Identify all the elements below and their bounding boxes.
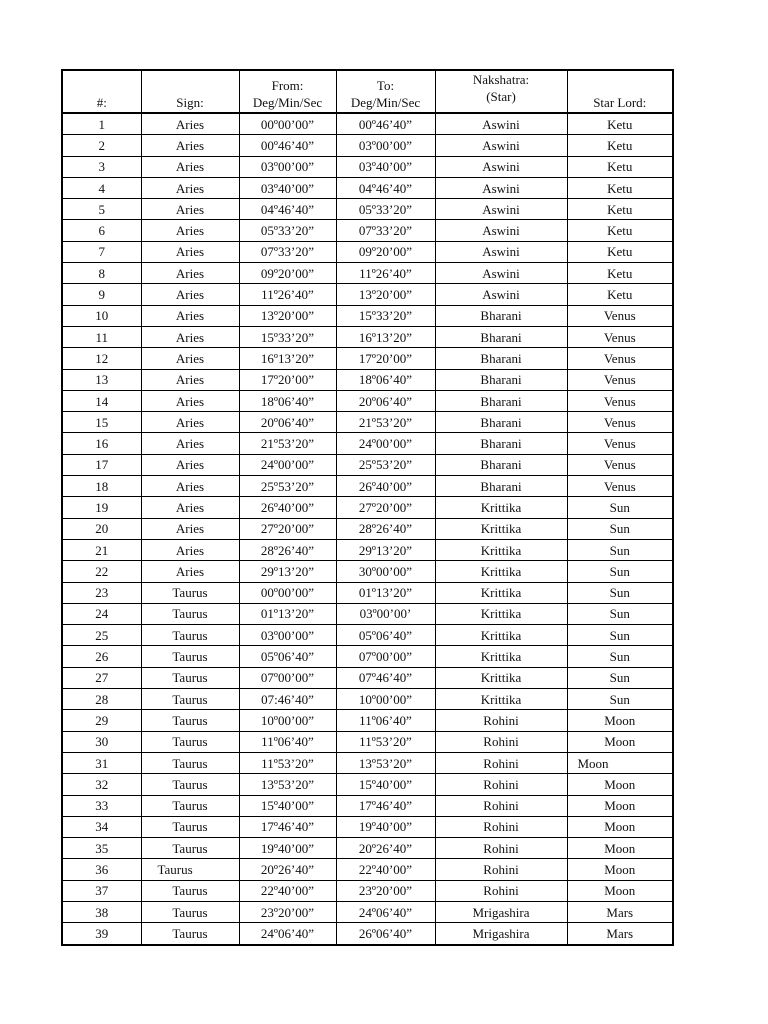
row-number-cell: 13 bbox=[62, 369, 141, 390]
header-cell: Sign: bbox=[141, 70, 239, 113]
table-row bbox=[62, 113, 673, 135]
sign-cell: Taurus bbox=[141, 816, 239, 837]
star-lord-cell: Moon bbox=[567, 752, 673, 773]
row-number-cell: 14 bbox=[62, 390, 141, 411]
table-row bbox=[62, 539, 673, 560]
from-degree-cell: 04º46’40” bbox=[239, 199, 336, 220]
row-number-cell: 35 bbox=[62, 838, 141, 859]
sign-cell: Taurus bbox=[141, 859, 239, 880]
star-lord-cell: Moon bbox=[567, 795, 673, 816]
from-degree-cell: 00º00’00” bbox=[239, 113, 336, 135]
from-degree-cell: 07:46’40” bbox=[239, 689, 336, 710]
row-number-cell: 28 bbox=[62, 689, 141, 710]
to-degree-cell: 19º40’00” bbox=[336, 816, 435, 837]
star-lord-cell: Sun bbox=[567, 539, 673, 560]
star-lord-cell: Moon bbox=[567, 838, 673, 859]
table-row bbox=[62, 689, 673, 710]
star-lord-cell: Moon bbox=[567, 859, 673, 880]
table-row bbox=[62, 348, 673, 369]
table-row bbox=[62, 199, 673, 220]
to-degree-cell: 11º06’40” bbox=[336, 710, 435, 731]
star-lord-cell: Venus bbox=[567, 412, 673, 433]
from-degree-cell: 09º20’00” bbox=[239, 263, 336, 284]
header-cell: Nakshatra: (Star) bbox=[435, 70, 567, 113]
to-degree-cell: 11º26’40” bbox=[336, 263, 435, 284]
star-lord-cell: Moon bbox=[567, 816, 673, 837]
star-lord-cell: Moon bbox=[567, 774, 673, 795]
sign-cell: Aries bbox=[141, 497, 239, 518]
nakshatra-cell: Aswini bbox=[435, 177, 567, 198]
star-lord-cell: Venus bbox=[567, 390, 673, 411]
to-degree-cell: 04º46’40” bbox=[336, 177, 435, 198]
from-degree-cell: 03º00’00” bbox=[239, 156, 336, 177]
nakshatra-cell: Aswini bbox=[435, 113, 567, 135]
row-number-cell: 9 bbox=[62, 284, 141, 305]
nakshatra-cell: Aswini bbox=[435, 220, 567, 241]
from-degree-cell: 15º40’00” bbox=[239, 795, 336, 816]
to-degree-cell: 17º20’00” bbox=[336, 348, 435, 369]
sign-cell: Taurus bbox=[141, 752, 239, 773]
nakshatra-cell: Aswini bbox=[435, 241, 567, 262]
from-degree-cell: 16º13’20” bbox=[239, 348, 336, 369]
from-degree-cell: 11º53’20” bbox=[239, 752, 336, 773]
from-degree-cell: 01º13’20” bbox=[239, 603, 336, 624]
nakshatra-cell: Rohini bbox=[435, 752, 567, 773]
from-degree-cell: 05º06’40” bbox=[239, 646, 336, 667]
row-number-cell: 5 bbox=[62, 199, 141, 220]
from-degree-cell: 07º00’00” bbox=[239, 667, 336, 688]
nakshatra-cell: Aswini bbox=[435, 199, 567, 220]
sign-cell: Taurus bbox=[141, 646, 239, 667]
star-lord-cell: Moon bbox=[567, 731, 673, 752]
nakshatra-cell: Mrigashira bbox=[435, 923, 567, 945]
to-degree-cell: 13º20’00” bbox=[336, 284, 435, 305]
nakshatra-table bbox=[61, 69, 674, 946]
table-row bbox=[62, 135, 673, 156]
sign-cell: Taurus bbox=[141, 901, 239, 922]
table-row bbox=[62, 646, 673, 667]
table-row bbox=[62, 731, 673, 752]
nakshatra-cell: Aswini bbox=[435, 156, 567, 177]
sign-cell: Aries bbox=[141, 177, 239, 198]
table-row bbox=[62, 433, 673, 454]
from-degree-cell: 03º40’00” bbox=[239, 177, 336, 198]
row-number-cell: 15 bbox=[62, 412, 141, 433]
sign-cell: Taurus bbox=[141, 603, 239, 624]
to-degree-cell: 20º26’40” bbox=[336, 838, 435, 859]
from-degree-cell: 13º20’00” bbox=[239, 305, 336, 326]
to-degree-cell: 28º26’40” bbox=[336, 518, 435, 539]
star-lord-cell: Ketu bbox=[567, 220, 673, 241]
table-row bbox=[62, 859, 673, 880]
table-row bbox=[62, 880, 673, 901]
nakshatra-cell: Krittika bbox=[435, 625, 567, 646]
nakshatra-cell: Bharani bbox=[435, 390, 567, 411]
sign-cell: Taurus bbox=[141, 774, 239, 795]
nakshatra-cell: Aswini bbox=[435, 135, 567, 156]
nakshatra-cell: Bharani bbox=[435, 412, 567, 433]
table-row bbox=[62, 326, 673, 347]
to-degree-cell: 03º40’00” bbox=[336, 156, 435, 177]
sign-cell: Aries bbox=[141, 539, 239, 560]
table-row bbox=[62, 795, 673, 816]
from-degree-cell: 10º00’00” bbox=[239, 710, 336, 731]
table-row bbox=[62, 390, 673, 411]
sign-cell: Aries bbox=[141, 348, 239, 369]
nakshatra-cell: Bharani bbox=[435, 326, 567, 347]
nakshatra-cell: Rohini bbox=[435, 710, 567, 731]
star-lord-cell: Sun bbox=[567, 625, 673, 646]
nakshatra-cell: Rohini bbox=[435, 880, 567, 901]
nakshatra-cell: Rohini bbox=[435, 731, 567, 752]
from-degree-cell: 21º53’20” bbox=[239, 433, 336, 454]
table-row bbox=[62, 603, 673, 624]
nakshatra-cell: Krittika bbox=[435, 667, 567, 688]
row-number-cell: 30 bbox=[62, 731, 141, 752]
row-number-cell: 19 bbox=[62, 497, 141, 518]
sign-cell: Aries bbox=[141, 412, 239, 433]
star-lord-cell: Venus bbox=[567, 326, 673, 347]
from-degree-cell: 00º46’40” bbox=[239, 135, 336, 156]
sign-cell: Taurus bbox=[141, 625, 239, 646]
nakshatra-cell: Krittika bbox=[435, 582, 567, 603]
table-row bbox=[62, 774, 673, 795]
from-degree-cell: 03º00’00” bbox=[239, 625, 336, 646]
to-degree-cell: 03º00’00” bbox=[336, 135, 435, 156]
star-lord-cell: Ketu bbox=[567, 156, 673, 177]
from-degree-cell: 22º40’00” bbox=[239, 880, 336, 901]
nakshatra-cell: Krittika bbox=[435, 539, 567, 560]
star-lord-cell: Sun bbox=[567, 689, 673, 710]
from-degree-cell: 26º40’00” bbox=[239, 497, 336, 518]
to-degree-cell: 21º53’20” bbox=[336, 412, 435, 433]
nakshatra-cell: Bharani bbox=[435, 348, 567, 369]
row-number-cell: 8 bbox=[62, 263, 141, 284]
table-row bbox=[62, 156, 673, 177]
to-degree-cell: 24º00’00” bbox=[336, 433, 435, 454]
sign-cell: Aries bbox=[141, 113, 239, 135]
nakshatra-cell: Rohini bbox=[435, 838, 567, 859]
to-degree-cell: 05º33’20” bbox=[336, 199, 435, 220]
star-lord-cell: Mars bbox=[567, 901, 673, 922]
table-row bbox=[62, 497, 673, 518]
table-row bbox=[62, 412, 673, 433]
to-degree-cell: 10º00’00” bbox=[336, 689, 435, 710]
star-lord-cell: Ketu bbox=[567, 199, 673, 220]
nakshatra-cell: Krittika bbox=[435, 518, 567, 539]
to-degree-cell: 07º46’40” bbox=[336, 667, 435, 688]
to-degree-cell: 23º20’00” bbox=[336, 880, 435, 901]
from-degree-cell: 19º40’00” bbox=[239, 838, 336, 859]
from-degree-cell: 20º26’40” bbox=[239, 859, 336, 880]
to-degree-cell: 24º06’40” bbox=[336, 901, 435, 922]
table-row bbox=[62, 369, 673, 390]
row-number-cell: 20 bbox=[62, 518, 141, 539]
star-lord-cell: Sun bbox=[567, 497, 673, 518]
to-degree-cell: 30º00’00” bbox=[336, 561, 435, 582]
table-row bbox=[62, 923, 673, 945]
table-row bbox=[62, 305, 673, 326]
from-degree-cell: 24º00’00” bbox=[239, 454, 336, 475]
row-number-cell: 31 bbox=[62, 752, 141, 773]
table-row bbox=[62, 263, 673, 284]
row-number-cell: 1 bbox=[62, 113, 141, 135]
table-row bbox=[62, 710, 673, 731]
nakshatra-cell: Krittika bbox=[435, 646, 567, 667]
from-degree-cell: 15º33’20” bbox=[239, 326, 336, 347]
row-number-cell: 22 bbox=[62, 561, 141, 582]
table-row bbox=[62, 476, 673, 497]
nakshatra-cell: Rohini bbox=[435, 859, 567, 880]
header-cell: To: Deg/Min/Sec bbox=[336, 70, 435, 113]
row-number-cell: 29 bbox=[62, 710, 141, 731]
sign-cell: Aries bbox=[141, 284, 239, 305]
to-degree-cell: 09º20’00” bbox=[336, 241, 435, 262]
star-lord-cell: Ketu bbox=[567, 263, 673, 284]
row-number-cell: 6 bbox=[62, 220, 141, 241]
table-row bbox=[62, 816, 673, 837]
row-number-cell: 38 bbox=[62, 901, 141, 922]
sign-cell: Aries bbox=[141, 156, 239, 177]
to-degree-cell: 07º00’00” bbox=[336, 646, 435, 667]
sign-cell: Aries bbox=[141, 369, 239, 390]
nakshatra-cell: Bharani bbox=[435, 369, 567, 390]
row-number-cell: 2 bbox=[62, 135, 141, 156]
to-degree-cell: 01º13’20” bbox=[336, 582, 435, 603]
from-degree-cell: 17º46’40” bbox=[239, 816, 336, 837]
header-cell: #: bbox=[62, 70, 141, 113]
sign-cell: Aries bbox=[141, 561, 239, 582]
star-lord-cell: Sun bbox=[567, 646, 673, 667]
nakshatra-cell: Krittika bbox=[435, 561, 567, 582]
from-degree-cell: 28º26’40” bbox=[239, 539, 336, 560]
star-lord-cell: Venus bbox=[567, 476, 673, 497]
nakshatra-cell: Aswini bbox=[435, 284, 567, 305]
star-lord-cell: Sun bbox=[567, 518, 673, 539]
sign-cell: Taurus bbox=[141, 582, 239, 603]
from-degree-cell: 05º33’20” bbox=[239, 220, 336, 241]
sign-cell: Taurus bbox=[141, 838, 239, 859]
row-number-cell: 18 bbox=[62, 476, 141, 497]
to-degree-cell: 11º53’20” bbox=[336, 731, 435, 752]
to-degree-cell: 20º06’40” bbox=[336, 390, 435, 411]
table-row bbox=[62, 220, 673, 241]
star-lord-cell: Ketu bbox=[567, 177, 673, 198]
sign-cell: Taurus bbox=[141, 689, 239, 710]
header-cell: Star Lord: bbox=[567, 70, 673, 113]
sign-cell: Taurus bbox=[141, 795, 239, 816]
nakshatra-cell: Krittika bbox=[435, 689, 567, 710]
star-lord-cell: Venus bbox=[567, 348, 673, 369]
row-number-cell: 27 bbox=[62, 667, 141, 688]
nakshatra-cell: Rohini bbox=[435, 816, 567, 837]
to-degree-cell: 07º33’20” bbox=[336, 220, 435, 241]
star-lord-cell: Venus bbox=[567, 454, 673, 475]
table-row bbox=[62, 241, 673, 262]
table-row bbox=[62, 667, 673, 688]
star-lord-cell: Ketu bbox=[567, 135, 673, 156]
from-degree-cell: 07º33’20” bbox=[239, 241, 336, 262]
star-lord-cell: Sun bbox=[567, 667, 673, 688]
sign-cell: Taurus bbox=[141, 880, 239, 901]
to-degree-cell: 16º13’20” bbox=[336, 326, 435, 347]
to-degree-cell: 18º06’40” bbox=[336, 369, 435, 390]
row-number-cell: 32 bbox=[62, 774, 141, 795]
nakshatra-cell: Bharani bbox=[435, 433, 567, 454]
to-degree-cell: 29º13’20” bbox=[336, 539, 435, 560]
table-row bbox=[62, 901, 673, 922]
sign-cell: Taurus bbox=[141, 667, 239, 688]
table-row bbox=[62, 582, 673, 603]
sign-cell: Taurus bbox=[141, 923, 239, 945]
row-number-cell: 11 bbox=[62, 326, 141, 347]
row-number-cell: 12 bbox=[62, 348, 141, 369]
row-number-cell: 4 bbox=[62, 177, 141, 198]
sign-cell: Taurus bbox=[141, 710, 239, 731]
sign-cell: Aries bbox=[141, 433, 239, 454]
table-row bbox=[62, 752, 673, 773]
star-lord-cell: Ketu bbox=[567, 113, 673, 135]
to-degree-cell: 26º06’40” bbox=[336, 923, 435, 945]
sign-cell: Aries bbox=[141, 390, 239, 411]
star-lord-cell: Moon bbox=[567, 710, 673, 731]
row-number-cell: 7 bbox=[62, 241, 141, 262]
table-row bbox=[62, 838, 673, 859]
star-lord-cell: Venus bbox=[567, 305, 673, 326]
table-row bbox=[62, 625, 673, 646]
from-degree-cell: 25º53’20” bbox=[239, 476, 336, 497]
sign-cell: Aries bbox=[141, 241, 239, 262]
sign-cell: Aries bbox=[141, 476, 239, 497]
to-degree-cell: 15º40’00” bbox=[336, 774, 435, 795]
star-lord-cell: Venus bbox=[567, 433, 673, 454]
star-lord-cell: Mars bbox=[567, 923, 673, 945]
sign-cell: Aries bbox=[141, 305, 239, 326]
nakshatra-cell: Bharani bbox=[435, 454, 567, 475]
to-degree-cell: 13º53’20” bbox=[336, 752, 435, 773]
row-number-cell: 21 bbox=[62, 539, 141, 560]
row-number-cell: 16 bbox=[62, 433, 141, 454]
nakshatra-cell: Rohini bbox=[435, 774, 567, 795]
nakshatra-cell: Rohini bbox=[435, 795, 567, 816]
to-degree-cell: 26º40’00” bbox=[336, 476, 435, 497]
row-number-cell: 25 bbox=[62, 625, 141, 646]
nakshatra-cell: Krittika bbox=[435, 497, 567, 518]
sign-cell: Aries bbox=[141, 518, 239, 539]
from-degree-cell: 00º00’00” bbox=[239, 582, 336, 603]
table-row bbox=[62, 177, 673, 198]
header-row bbox=[62, 70, 673, 113]
table-row bbox=[62, 454, 673, 475]
star-lord-cell: Sun bbox=[567, 603, 673, 624]
from-degree-cell: 11º06’40” bbox=[239, 731, 336, 752]
row-number-cell: 17 bbox=[62, 454, 141, 475]
row-number-cell: 23 bbox=[62, 582, 141, 603]
star-lord-cell: Sun bbox=[567, 582, 673, 603]
sign-cell: Aries bbox=[141, 326, 239, 347]
from-degree-cell: 20º06’40” bbox=[239, 412, 336, 433]
from-degree-cell: 13º53’20” bbox=[239, 774, 336, 795]
row-number-cell: 37 bbox=[62, 880, 141, 901]
to-degree-cell: 25º53’20” bbox=[336, 454, 435, 475]
nakshatra-cell: Bharani bbox=[435, 305, 567, 326]
row-number-cell: 26 bbox=[62, 646, 141, 667]
star-lord-cell: Ketu bbox=[567, 284, 673, 305]
star-lord-cell: Venus bbox=[567, 369, 673, 390]
sign-cell: Aries bbox=[141, 454, 239, 475]
sign-cell: Aries bbox=[141, 135, 239, 156]
to-degree-cell: 00º46’40” bbox=[336, 113, 435, 135]
from-degree-cell: 27º20’00” bbox=[239, 518, 336, 539]
nakshatra-cell: Krittika bbox=[435, 603, 567, 624]
row-number-cell: 34 bbox=[62, 816, 141, 837]
table-row bbox=[62, 518, 673, 539]
row-number-cell: 24 bbox=[62, 603, 141, 624]
to-degree-cell: 03º00’00’ bbox=[336, 603, 435, 624]
from-degree-cell: 18º06’40” bbox=[239, 390, 336, 411]
row-number-cell: 3 bbox=[62, 156, 141, 177]
to-degree-cell: 22º40’00” bbox=[336, 859, 435, 880]
to-degree-cell: 05º06’40” bbox=[336, 625, 435, 646]
star-lord-cell: Ketu bbox=[567, 241, 673, 262]
row-number-cell: 39 bbox=[62, 923, 141, 945]
star-lord-cell: Sun bbox=[567, 561, 673, 582]
row-number-cell: 36 bbox=[62, 859, 141, 880]
table-row bbox=[62, 561, 673, 582]
table-row bbox=[62, 284, 673, 305]
header-cell: From: Deg/Min/Sec bbox=[239, 70, 336, 113]
nakshatra-cell: Aswini bbox=[435, 263, 567, 284]
row-number-cell: 33 bbox=[62, 795, 141, 816]
sign-cell: Aries bbox=[141, 220, 239, 241]
nakshatra-cell: Mrigashira bbox=[435, 901, 567, 922]
from-degree-cell: 17º20’00” bbox=[239, 369, 336, 390]
to-degree-cell: 17º46’40” bbox=[336, 795, 435, 816]
from-degree-cell: 11º26’40” bbox=[239, 284, 336, 305]
from-degree-cell: 24º06’40” bbox=[239, 923, 336, 945]
from-degree-cell: 29º13’20” bbox=[239, 561, 336, 582]
from-degree-cell: 23º20’00” bbox=[239, 901, 336, 922]
star-lord-cell: Moon bbox=[567, 880, 673, 901]
row-number-cell: 10 bbox=[62, 305, 141, 326]
sign-cell: Aries bbox=[141, 263, 239, 284]
to-degree-cell: 15º33’20” bbox=[336, 305, 435, 326]
nakshatra-cell: Bharani bbox=[435, 476, 567, 497]
to-degree-cell: 27º20’00” bbox=[336, 497, 435, 518]
sign-cell: Aries bbox=[141, 199, 239, 220]
sign-cell: Taurus bbox=[141, 731, 239, 752]
